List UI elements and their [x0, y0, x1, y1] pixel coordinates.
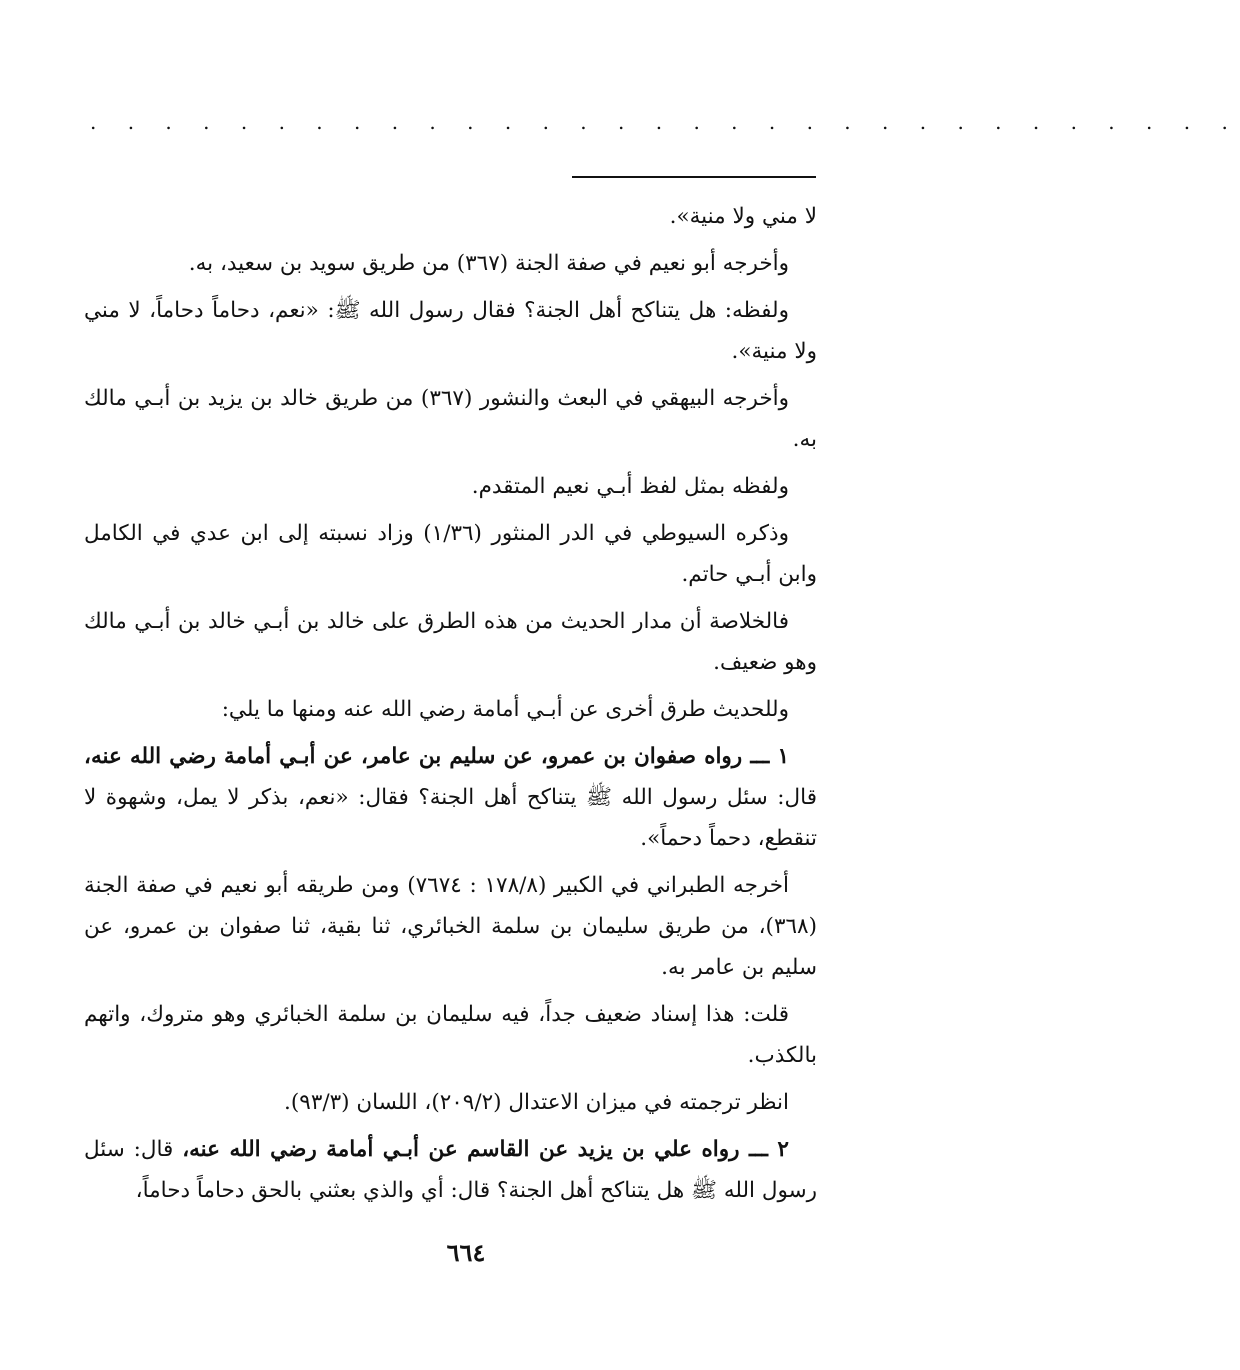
paragraph-8: وللحديث طرق أخرى عن أبـي أمامة رضي الله عنه ومنها ما يلي: [221, 697, 789, 722]
paragraph-4: وأخرجه البيهقي في البعث والنشور (٣٦٧) من طريق خالد بن يزيد بن أبـي مالك به. [84, 386, 817, 452]
narration-body-2: قال: سئل رسول الله ﷺ هل يتناكح أهل الجنة؟ قال: أي والذي بعثني بالحق دحاماً دحاماً، [84, 1137, 817, 1203]
paragraph-10: أخرجه الطبراني في الكبير (١٧٨/٨ : ٧٦٧٤) ومن طريقه أبو نعيم في صفة الجنة (٣٦٨)، من طريق سليمان بن سلمة الخبائري، ثنا بقية، ثنا صفوان بن عمرو، عن سليم بن عامر به. [84, 873, 817, 980]
narration-heading-1: ١ ـــ رواه صفوان بن عمرو، عن سليم بن عامر، عن أبـي أمامة رضي الله عنه، [84, 744, 789, 769]
narration-body-1: قال: سئل رسول الله ﷺ يتناكح أهل الجنة؟ فقال: «نعم، بذكر لا يمل، وشهوة لا تنقطع، دحماً دحماً». [84, 785, 817, 851]
narration-heading-2: ٢ ـــ رواه علي بن يزيد عن القاسم عن أبـي أمامة رضي الله عنه، [182, 1137, 789, 1162]
footnote-text [84, 196, 817, 1217]
paragraph-7: فالخلاصة أن مدار الحديث من هذه الطرق على خالد بن أبـي خالد بن أبـي مالك وهو ضعيف. [84, 609, 817, 675]
dotted-separator: . . . . . . . . . . . . . . . . . . . . . . . . . . . . . . . [90, 110, 1240, 134]
paragraph-2: وأخرجه أبو نعيم في صفة الجنة (٣٦٧) من طريق سويد بن سعيد، به. [188, 251, 789, 276]
paragraph-9 [84, 736, 817, 859]
paragraph-11: قلت: هذا إسناد ضعيف جداً، فيه سليمان بن سلمة الخبائري وهو متروك، واتهم بالكذب. [84, 1002, 817, 1068]
paragraph-3: ولفظه: هل يتناكح أهل الجنة؟ فقال رسول الله ﷺ: «نعم، دحاماً دحاماً، لا مني ولا منية». [84, 298, 817, 364]
footnote-rule [572, 176, 816, 178]
paragraph-5: ولفظه بمثل لفظ أبـي نعيم المتقدم. [471, 474, 789, 499]
paragraph-1: لا مني ولا منية». [669, 204, 817, 229]
page-number: ٦٦٤ [446, 1238, 486, 1267]
paragraph-13 [84, 1129, 817, 1211]
paragraph-6: وذكره السيوطي في الدر المنثور (١/٣٦) وزاد نسبته إلى ابن عدي في الكامل وابن أبـي حاتم. [84, 521, 817, 587]
paragraph-12: انظر ترجمته في ميزان الاعتدال (٢٠٩/٢)، اللسان (٩٣/٣). [284, 1090, 789, 1115]
